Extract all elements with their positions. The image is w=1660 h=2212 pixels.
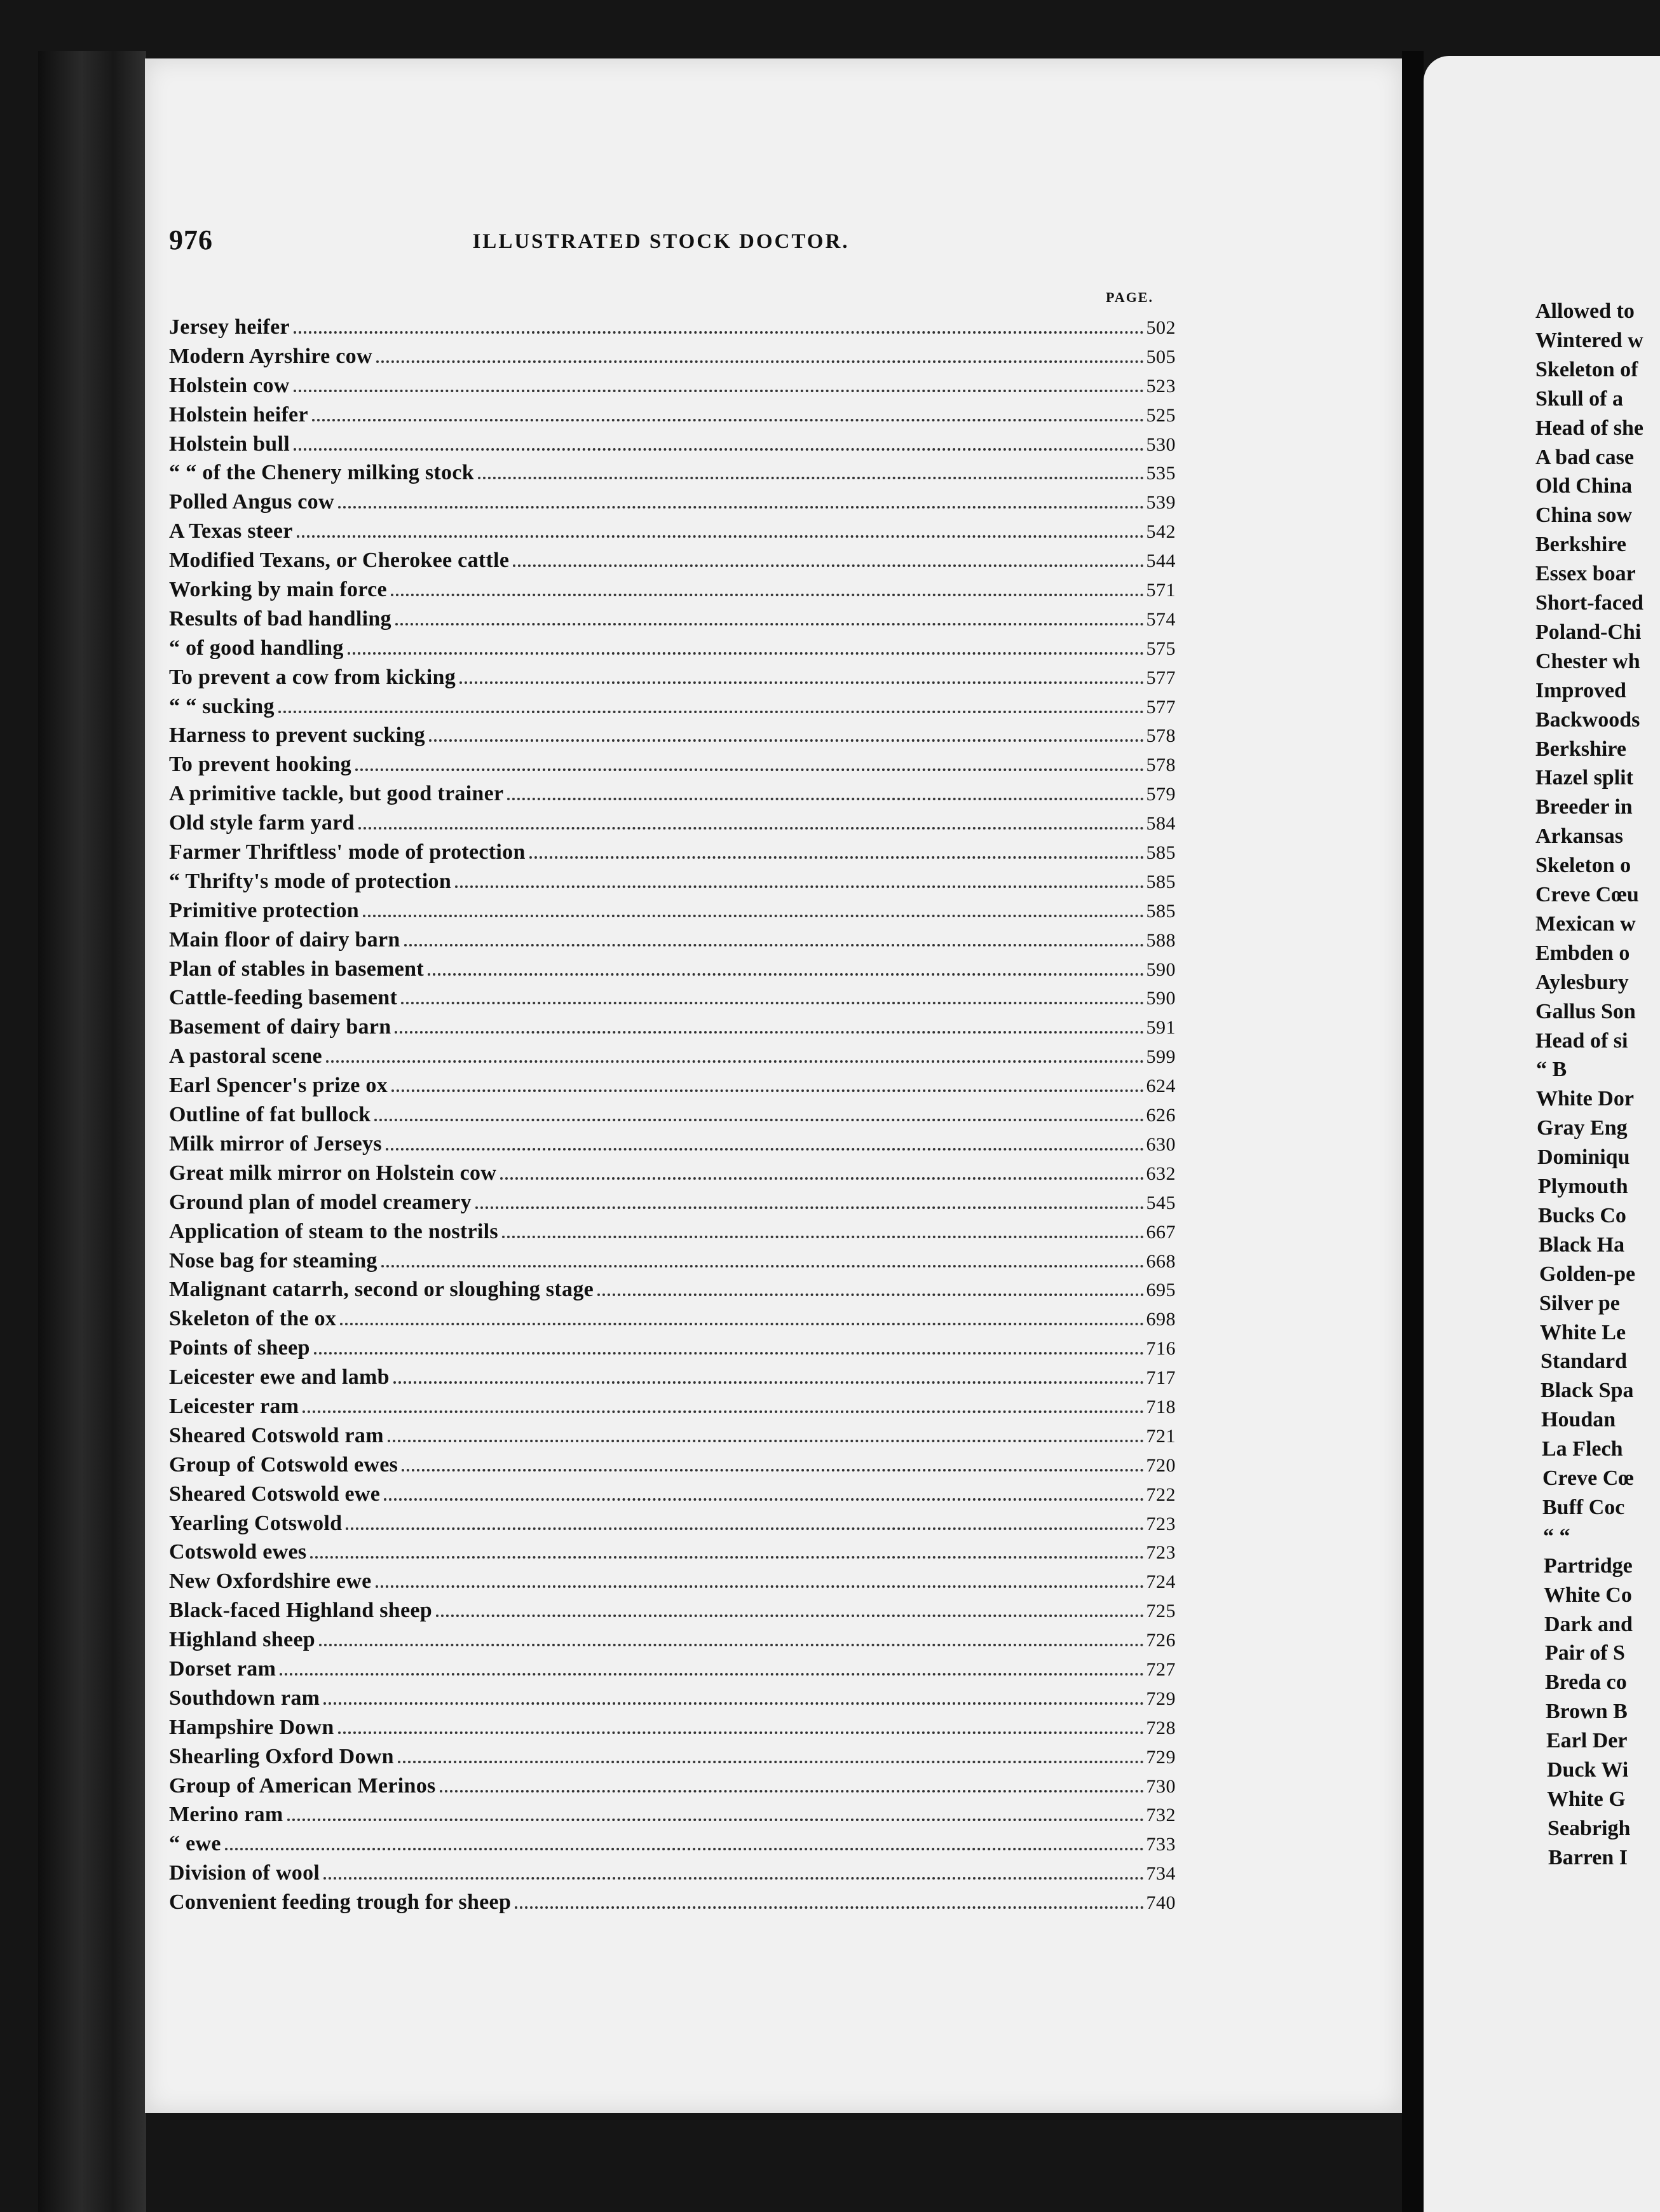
dot-leader bbox=[478, 477, 1144, 479]
index-entry-label: Earl Spencer's prize ox bbox=[169, 1074, 388, 1098]
index-entry-page: 729 bbox=[1146, 1688, 1176, 1709]
index-entry-page: 578 bbox=[1146, 725, 1176, 747]
dot-leader bbox=[440, 1790, 1144, 1792]
index-entry-page: 718 bbox=[1146, 1396, 1176, 1417]
index-entry-label: Holstein heifer bbox=[169, 402, 308, 427]
index-entry-label: A primitive tackle, but good trainer bbox=[169, 782, 504, 806]
index-entry-page: 695 bbox=[1146, 1280, 1176, 1301]
index-entry-label: Modern Ayrshire cow bbox=[169, 344, 372, 368]
index-entry bbox=[169, 575, 1176, 604]
dot-leader bbox=[398, 1761, 1144, 1763]
dot-leader bbox=[391, 594, 1144, 596]
index-entry-label: Milk mirror of Jerseys bbox=[169, 1131, 382, 1156]
index-entry bbox=[169, 721, 1176, 750]
index-entry-page: 591 bbox=[1146, 1017, 1176, 1039]
right-index-entry: Allowed to bbox=[1535, 299, 1635, 323]
index-entry bbox=[169, 1509, 1176, 1538]
index-entry-label: Working by main force bbox=[169, 578, 387, 602]
index-entry bbox=[169, 1334, 1176, 1363]
right-index-entry: Berkshire bbox=[1535, 533, 1626, 557]
right-index-entry: Houdan bbox=[1541, 1408, 1616, 1432]
dot-leader bbox=[429, 739, 1144, 742]
index-entry-label: Basement of dairy barn bbox=[169, 1015, 391, 1039]
index-entry bbox=[169, 1538, 1176, 1567]
index-entry-page: 726 bbox=[1146, 1630, 1176, 1651]
index-entry bbox=[169, 1217, 1176, 1246]
dot-leader bbox=[323, 1877, 1143, 1880]
index-entry-page: 530 bbox=[1146, 434, 1176, 455]
dot-leader bbox=[513, 564, 1143, 567]
index-entry-label: Holstein cow bbox=[169, 373, 290, 397]
index-entry-label: Shearling Oxford Down bbox=[169, 1744, 394, 1768]
index-entry bbox=[169, 371, 1176, 400]
index-entry bbox=[169, 458, 1176, 488]
index-entry bbox=[169, 779, 1176, 809]
index-entry-page: 723 bbox=[1146, 1542, 1176, 1564]
index-entry-label: Dorset ram bbox=[169, 1656, 276, 1681]
right-index-entry: Backwoods bbox=[1535, 707, 1640, 732]
right-index-entry: Improved bbox=[1535, 678, 1626, 702]
dot-leader bbox=[287, 1819, 1144, 1821]
right-index-entry: Partridge bbox=[1544, 1553, 1633, 1578]
index-entry bbox=[169, 1013, 1176, 1042]
index-entry bbox=[169, 1363, 1176, 1392]
index-entry-label: A pastoral scene bbox=[169, 1044, 322, 1068]
dot-leader bbox=[280, 1673, 1143, 1676]
index-entry-label: Jersey heifer bbox=[169, 315, 290, 339]
index-entry-page: 539 bbox=[1146, 492, 1176, 514]
index-entry bbox=[169, 1480, 1176, 1509]
index-entry bbox=[169, 1421, 1176, 1451]
index-entry-label: Sheared Cotswold ewe bbox=[169, 1482, 381, 1506]
right-index-entry: Bucks Co bbox=[1538, 1203, 1626, 1227]
index-entry-page: 734 bbox=[1146, 1863, 1176, 1885]
index-entry-label: Malignant catarrh, second or sloughing stage bbox=[169, 1278, 594, 1302]
index-entry-label: Leicester ewe and lamb bbox=[169, 1365, 390, 1389]
index-entry-page: 579 bbox=[1146, 784, 1176, 805]
dot-leader bbox=[376, 1585, 1144, 1588]
dot-leader bbox=[314, 1352, 1144, 1355]
dot-leader bbox=[355, 768, 1144, 771]
index-entry-page: 716 bbox=[1146, 1338, 1176, 1360]
right-index-entry: Old China bbox=[1535, 474, 1633, 498]
index-entry bbox=[169, 1042, 1176, 1071]
right-index-entry: Skeleton of bbox=[1535, 357, 1638, 381]
index-entry-page: 730 bbox=[1146, 1775, 1176, 1797]
index-entry-label: To prevent hooking bbox=[169, 753, 351, 777]
index-entry-label: Group of Cotswold ewes bbox=[169, 1452, 398, 1477]
index-entry-label: “ Thrifty's mode of protection bbox=[169, 869, 452, 893]
index-entry-page: 724 bbox=[1146, 1571, 1176, 1593]
index-entry bbox=[169, 1888, 1176, 1917]
index-entry-page: 624 bbox=[1146, 1075, 1176, 1097]
index-entry-label: Cattle-feeding basement bbox=[169, 986, 398, 1010]
right-index-entry: Buff Coc bbox=[1542, 1495, 1625, 1519]
right-index-entry: Seabrigh bbox=[1548, 1816, 1631, 1840]
index-entry bbox=[169, 604, 1176, 634]
dot-leader bbox=[388, 1440, 1144, 1442]
dot-leader bbox=[338, 1731, 1144, 1734]
right-index-entry: Black Spa bbox=[1541, 1379, 1634, 1403]
right-index-entry: Barren I bbox=[1548, 1845, 1628, 1869]
index-entry bbox=[169, 983, 1176, 1013]
index-entry-label: Southdown ram bbox=[169, 1686, 320, 1710]
dot-leader bbox=[455, 885, 1143, 888]
dot-leader bbox=[294, 331, 1144, 334]
index-entry-page: 722 bbox=[1146, 1484, 1176, 1505]
index-entry bbox=[169, 896, 1176, 925]
index-entry-label: Leicester ram bbox=[169, 1394, 299, 1418]
index-entry-page: 740 bbox=[1146, 1892, 1176, 1914]
index-entry-label: Polled Angus cow bbox=[169, 490, 334, 514]
right-index-entry: Creve Cœ bbox=[1542, 1466, 1634, 1490]
dot-leader bbox=[348, 652, 1144, 655]
index-entry-page: 544 bbox=[1146, 550, 1176, 572]
page-number: 976 bbox=[169, 224, 213, 256]
dot-leader bbox=[326, 1060, 1144, 1063]
index-entry-label: “ ewe bbox=[169, 1832, 221, 1856]
dot-leader bbox=[428, 973, 1143, 976]
index-entry bbox=[169, 1451, 1176, 1480]
right-index-entry: Head of she bbox=[1535, 416, 1643, 440]
index-entry-page: 725 bbox=[1146, 1601, 1176, 1622]
index-entry bbox=[169, 1829, 1176, 1859]
right-index-entry: Black Ha bbox=[1539, 1232, 1625, 1257]
index-entry-label: Merino ram bbox=[169, 1803, 283, 1827]
index-entry-label: Hampshire Down bbox=[169, 1715, 334, 1739]
index-entry-page: 578 bbox=[1146, 754, 1176, 776]
index-entry bbox=[169, 1596, 1176, 1625]
right-index-entry: Chester wh bbox=[1535, 649, 1640, 673]
index-entry-page: 729 bbox=[1146, 1746, 1176, 1768]
index-entry-label: Plan of stables in basement bbox=[169, 957, 425, 981]
index-entry bbox=[169, 1859, 1176, 1888]
index-entry-page: 599 bbox=[1146, 1046, 1176, 1068]
index-entry-label: Sheared Cotswold ram bbox=[169, 1423, 384, 1447]
index-entry-page: 728 bbox=[1146, 1717, 1176, 1738]
index-entry bbox=[169, 1772, 1176, 1801]
right-index-entry: Arkansas bbox=[1535, 824, 1623, 849]
index-entry-page: 577 bbox=[1146, 696, 1176, 718]
index-entry bbox=[169, 634, 1176, 663]
index-entry-label: Old style farm yard bbox=[169, 811, 355, 835]
index-entry-label: “ “ of the Chenery milking stock bbox=[169, 461, 474, 485]
index-entry bbox=[169, 809, 1176, 838]
index-entry bbox=[169, 517, 1176, 546]
index-entry-page: 523 bbox=[1146, 375, 1176, 397]
dot-leader bbox=[225, 1848, 1144, 1850]
dot-leader bbox=[459, 681, 1143, 684]
index-entry-page: 590 bbox=[1146, 959, 1176, 980]
index-entry bbox=[169, 313, 1176, 342]
right-index-entry: La Flech bbox=[1542, 1437, 1623, 1461]
right-index-entry: Skeleton o bbox=[1535, 854, 1631, 878]
index-entry-label: Application of steam to the nostrils bbox=[169, 1219, 498, 1243]
dot-leader bbox=[294, 448, 1143, 451]
index-entry bbox=[169, 750, 1176, 779]
index-entry-label: Highland sheep bbox=[169, 1628, 315, 1652]
index-entry bbox=[169, 1800, 1176, 1829]
dot-leader bbox=[294, 390, 1144, 392]
dot-leader bbox=[395, 623, 1144, 625]
right-index-entry: Brown B bbox=[1546, 1700, 1628, 1724]
index-entry-label: Harness to prevent sucking bbox=[169, 723, 425, 748]
index-entry bbox=[169, 1684, 1176, 1713]
dot-leader bbox=[384, 1498, 1143, 1501]
index-entry-label: To prevent a cow from kicking bbox=[169, 665, 456, 689]
index-entry-label: Modified Texans, or Cherokee cattle bbox=[169, 549, 510, 573]
index-entry-label: Cotswold ewes bbox=[169, 1540, 307, 1564]
index-entry-label: “ of good handling bbox=[169, 636, 344, 660]
dot-leader bbox=[381, 1265, 1144, 1267]
right-index-entry: White Dor bbox=[1536, 1087, 1634, 1111]
right-index-entry: Dark and bbox=[1544, 1612, 1633, 1636]
dot-leader bbox=[358, 827, 1144, 830]
index-entry-page: 727 bbox=[1146, 1658, 1176, 1680]
index-entry-label: Nose bag for steaming bbox=[169, 1248, 378, 1273]
index-entry-page: 721 bbox=[1146, 1425, 1176, 1447]
page-column-label: PAGE. bbox=[1106, 289, 1153, 305]
dot-leader bbox=[395, 1031, 1143, 1034]
right-index-entry: Mexican w bbox=[1535, 911, 1636, 936]
index-entry bbox=[169, 1071, 1176, 1100]
right-index-entry: Duck Wi bbox=[1547, 1758, 1629, 1782]
right-page bbox=[1424, 56, 1660, 2212]
index-entry-page: 585 bbox=[1146, 900, 1176, 922]
index-entry-page: 588 bbox=[1146, 929, 1176, 951]
right-index-entry: Berkshire bbox=[1535, 737, 1626, 761]
index-entry-label: Holstein bull bbox=[169, 432, 290, 456]
index-entry-label: Black-faced Highland sheep bbox=[169, 1599, 432, 1623]
index-entry bbox=[169, 1392, 1176, 1421]
index-entry-page: 667 bbox=[1146, 1221, 1176, 1243]
right-index-entry: Dominiqu bbox=[1537, 1145, 1630, 1170]
dot-leader bbox=[310, 1556, 1143, 1559]
index-entry-page: 542 bbox=[1146, 521, 1176, 543]
index-entry bbox=[169, 838, 1176, 867]
right-index-entry: White Co bbox=[1544, 1583, 1632, 1607]
right-index-entry: “ B bbox=[1536, 1058, 1567, 1082]
right-index-entry: White Le bbox=[1540, 1320, 1626, 1344]
index-entry-page: 585 bbox=[1146, 871, 1176, 892]
dot-leader bbox=[338, 506, 1144, 509]
index-entry bbox=[169, 1100, 1176, 1130]
index-entry-label: Skeleton of the ox bbox=[169, 1307, 337, 1331]
index-entry-page: 545 bbox=[1146, 1192, 1176, 1213]
dot-leader bbox=[500, 1177, 1143, 1180]
index-entry bbox=[169, 1188, 1176, 1217]
index-entry-page: 590 bbox=[1146, 988, 1176, 1009]
index-entry-page: 502 bbox=[1146, 317, 1176, 338]
right-index-entry: Embden o bbox=[1535, 941, 1630, 965]
index-entry bbox=[169, 955, 1176, 984]
index-entry bbox=[169, 1713, 1176, 1742]
index-entry bbox=[169, 546, 1176, 575]
dot-leader bbox=[393, 1381, 1144, 1384]
index-entry-page: 505 bbox=[1146, 346, 1176, 367]
index-entry-page: 571 bbox=[1146, 580, 1176, 601]
dot-leader bbox=[404, 944, 1144, 946]
index-entry-page: 668 bbox=[1146, 1250, 1176, 1272]
index-entry-page: 574 bbox=[1146, 608, 1176, 630]
index-entry-label: Great milk mirror on Holstein cow bbox=[169, 1161, 497, 1185]
illustration-index-list bbox=[169, 313, 1176, 1917]
index-entry-page: 525 bbox=[1146, 404, 1176, 426]
index-entry bbox=[169, 1246, 1176, 1276]
index-entry-label: Outline of fat bullock bbox=[169, 1103, 371, 1127]
index-entry-page: 577 bbox=[1146, 667, 1176, 688]
right-index-entry: Breeder in bbox=[1535, 795, 1633, 819]
index-entry bbox=[169, 663, 1176, 692]
dot-leader bbox=[297, 535, 1144, 538]
index-entry-label: Yearling Cotswold bbox=[169, 1511, 343, 1535]
index-entry-label: “ “ sucking bbox=[169, 694, 275, 718]
right-index-entry: Silver pe bbox=[1539, 1291, 1620, 1315]
index-entry-label: Primitive protection bbox=[169, 898, 360, 922]
index-entry-page: 585 bbox=[1146, 842, 1176, 864]
index-entry-page: 720 bbox=[1146, 1454, 1176, 1476]
index-entry-label: Main floor of dairy barn bbox=[169, 927, 400, 952]
index-entry-label: Ground plan of model creamery bbox=[169, 1190, 472, 1214]
dot-leader bbox=[402, 1469, 1143, 1471]
dot-leader bbox=[278, 711, 1144, 713]
index-entry-label: Results of bad handling bbox=[169, 606, 391, 631]
right-index-entry: Skull of a bbox=[1535, 386, 1623, 411]
index-entry bbox=[169, 867, 1176, 896]
right-index-entry: China sow bbox=[1535, 503, 1633, 528]
index-entry-page: 717 bbox=[1146, 1367, 1176, 1389]
index-entry-page: 723 bbox=[1146, 1513, 1176, 1534]
right-index-entry: Head of si bbox=[1535, 1028, 1628, 1053]
index-entry-page: 626 bbox=[1146, 1105, 1176, 1126]
dot-leader bbox=[319, 1644, 1144, 1646]
index-entry-page: 733 bbox=[1146, 1834, 1176, 1855]
index-entry bbox=[169, 430, 1176, 459]
right-index-entry: Gallus Son bbox=[1535, 999, 1636, 1023]
dot-leader bbox=[515, 1906, 1143, 1909]
dot-leader bbox=[363, 915, 1143, 917]
dot-leader bbox=[597, 1294, 1143, 1296]
index-entry bbox=[169, 1159, 1176, 1188]
dot-leader bbox=[376, 360, 1144, 363]
right-index-entry: Golden-pe bbox=[1539, 1262, 1636, 1286]
index-entry-label: Farmer Thriftless' mode of protection bbox=[169, 840, 526, 864]
index-entry bbox=[169, 342, 1176, 371]
dot-leader bbox=[401, 1002, 1143, 1004]
dot-leader bbox=[529, 856, 1144, 859]
right-index-entry: Creve Cœu bbox=[1535, 883, 1639, 906]
right-index-entry: Plymouth bbox=[1538, 1175, 1628, 1198]
dot-leader bbox=[323, 1702, 1143, 1705]
index-entry-page: 535 bbox=[1146, 463, 1176, 484]
right-index-entry: Short-faced bbox=[1535, 591, 1643, 615]
dot-leader bbox=[303, 1410, 1143, 1413]
right-index-entry: Standard bbox=[1541, 1349, 1628, 1374]
index-entry-label: Points of sheep bbox=[169, 1336, 310, 1360]
right-index-entry: Gray Eng bbox=[1537, 1116, 1628, 1140]
right-index-entry: Breda co bbox=[1545, 1670, 1627, 1695]
index-entry bbox=[169, 1655, 1176, 1684]
right-index-entry: Pair of S bbox=[1545, 1641, 1625, 1665]
index-entry-page: 632 bbox=[1146, 1163, 1176, 1184]
index-entry bbox=[169, 1130, 1176, 1159]
index-entry bbox=[169, 1742, 1176, 1772]
book-gutter bbox=[1402, 51, 1424, 2212]
index-entry-page: 630 bbox=[1146, 1133, 1176, 1155]
right-index-entry: “ “ bbox=[1543, 1524, 1570, 1548]
index-entry bbox=[169, 1275, 1176, 1304]
right-index-entry: Earl Der bbox=[1546, 1729, 1628, 1753]
dot-leader bbox=[374, 1119, 1143, 1121]
right-index-entry: A bad case bbox=[1535, 445, 1634, 469]
index-entry-label: A Texas steer bbox=[169, 519, 293, 543]
dot-leader bbox=[436, 1615, 1144, 1617]
index-entry bbox=[169, 1567, 1176, 1596]
right-index-entry: Wintered w bbox=[1535, 328, 1643, 352]
right-index-entry: Essex boar bbox=[1535, 562, 1636, 586]
index-entry bbox=[169, 692, 1176, 721]
index-entry-page: 732 bbox=[1146, 1805, 1176, 1826]
dot-leader bbox=[340, 1323, 1143, 1325]
right-index-entry: Hazel split bbox=[1535, 766, 1633, 790]
dot-leader bbox=[391, 1089, 1143, 1092]
dot-leader bbox=[386, 1148, 1144, 1150]
book-binding-edge bbox=[38, 51, 146, 2212]
index-entry bbox=[169, 925, 1176, 955]
dot-leader bbox=[312, 419, 1144, 421]
index-entry-label: Convenient feeding trough for sheep bbox=[169, 1890, 512, 1915]
index-entry bbox=[169, 488, 1176, 517]
right-index-entry: Poland-Chi bbox=[1535, 620, 1642, 644]
index-entry-label: Group of American Merinos bbox=[169, 1773, 436, 1798]
index-entry bbox=[169, 1625, 1176, 1655]
dot-leader bbox=[507, 798, 1143, 800]
dot-leader bbox=[502, 1236, 1144, 1238]
index-entry bbox=[169, 1304, 1176, 1334]
index-entry-page: 698 bbox=[1146, 1309, 1176, 1330]
right-index-entry: Aylesbury bbox=[1535, 970, 1629, 994]
index-entry bbox=[169, 400, 1176, 430]
right-index-entry: White G bbox=[1547, 1787, 1626, 1811]
running-head: ILLUSTRATED STOCK DOCTOR. bbox=[472, 230, 850, 253]
index-entry-page: 584 bbox=[1146, 813, 1176, 835]
dot-leader bbox=[475, 1206, 1144, 1209]
dot-leader bbox=[346, 1527, 1143, 1530]
index-entry-label: New Oxfordshire ewe bbox=[169, 1569, 372, 1594]
index-entry-page: 575 bbox=[1146, 638, 1176, 659]
index-entry-label: Division of wool bbox=[169, 1861, 320, 1885]
